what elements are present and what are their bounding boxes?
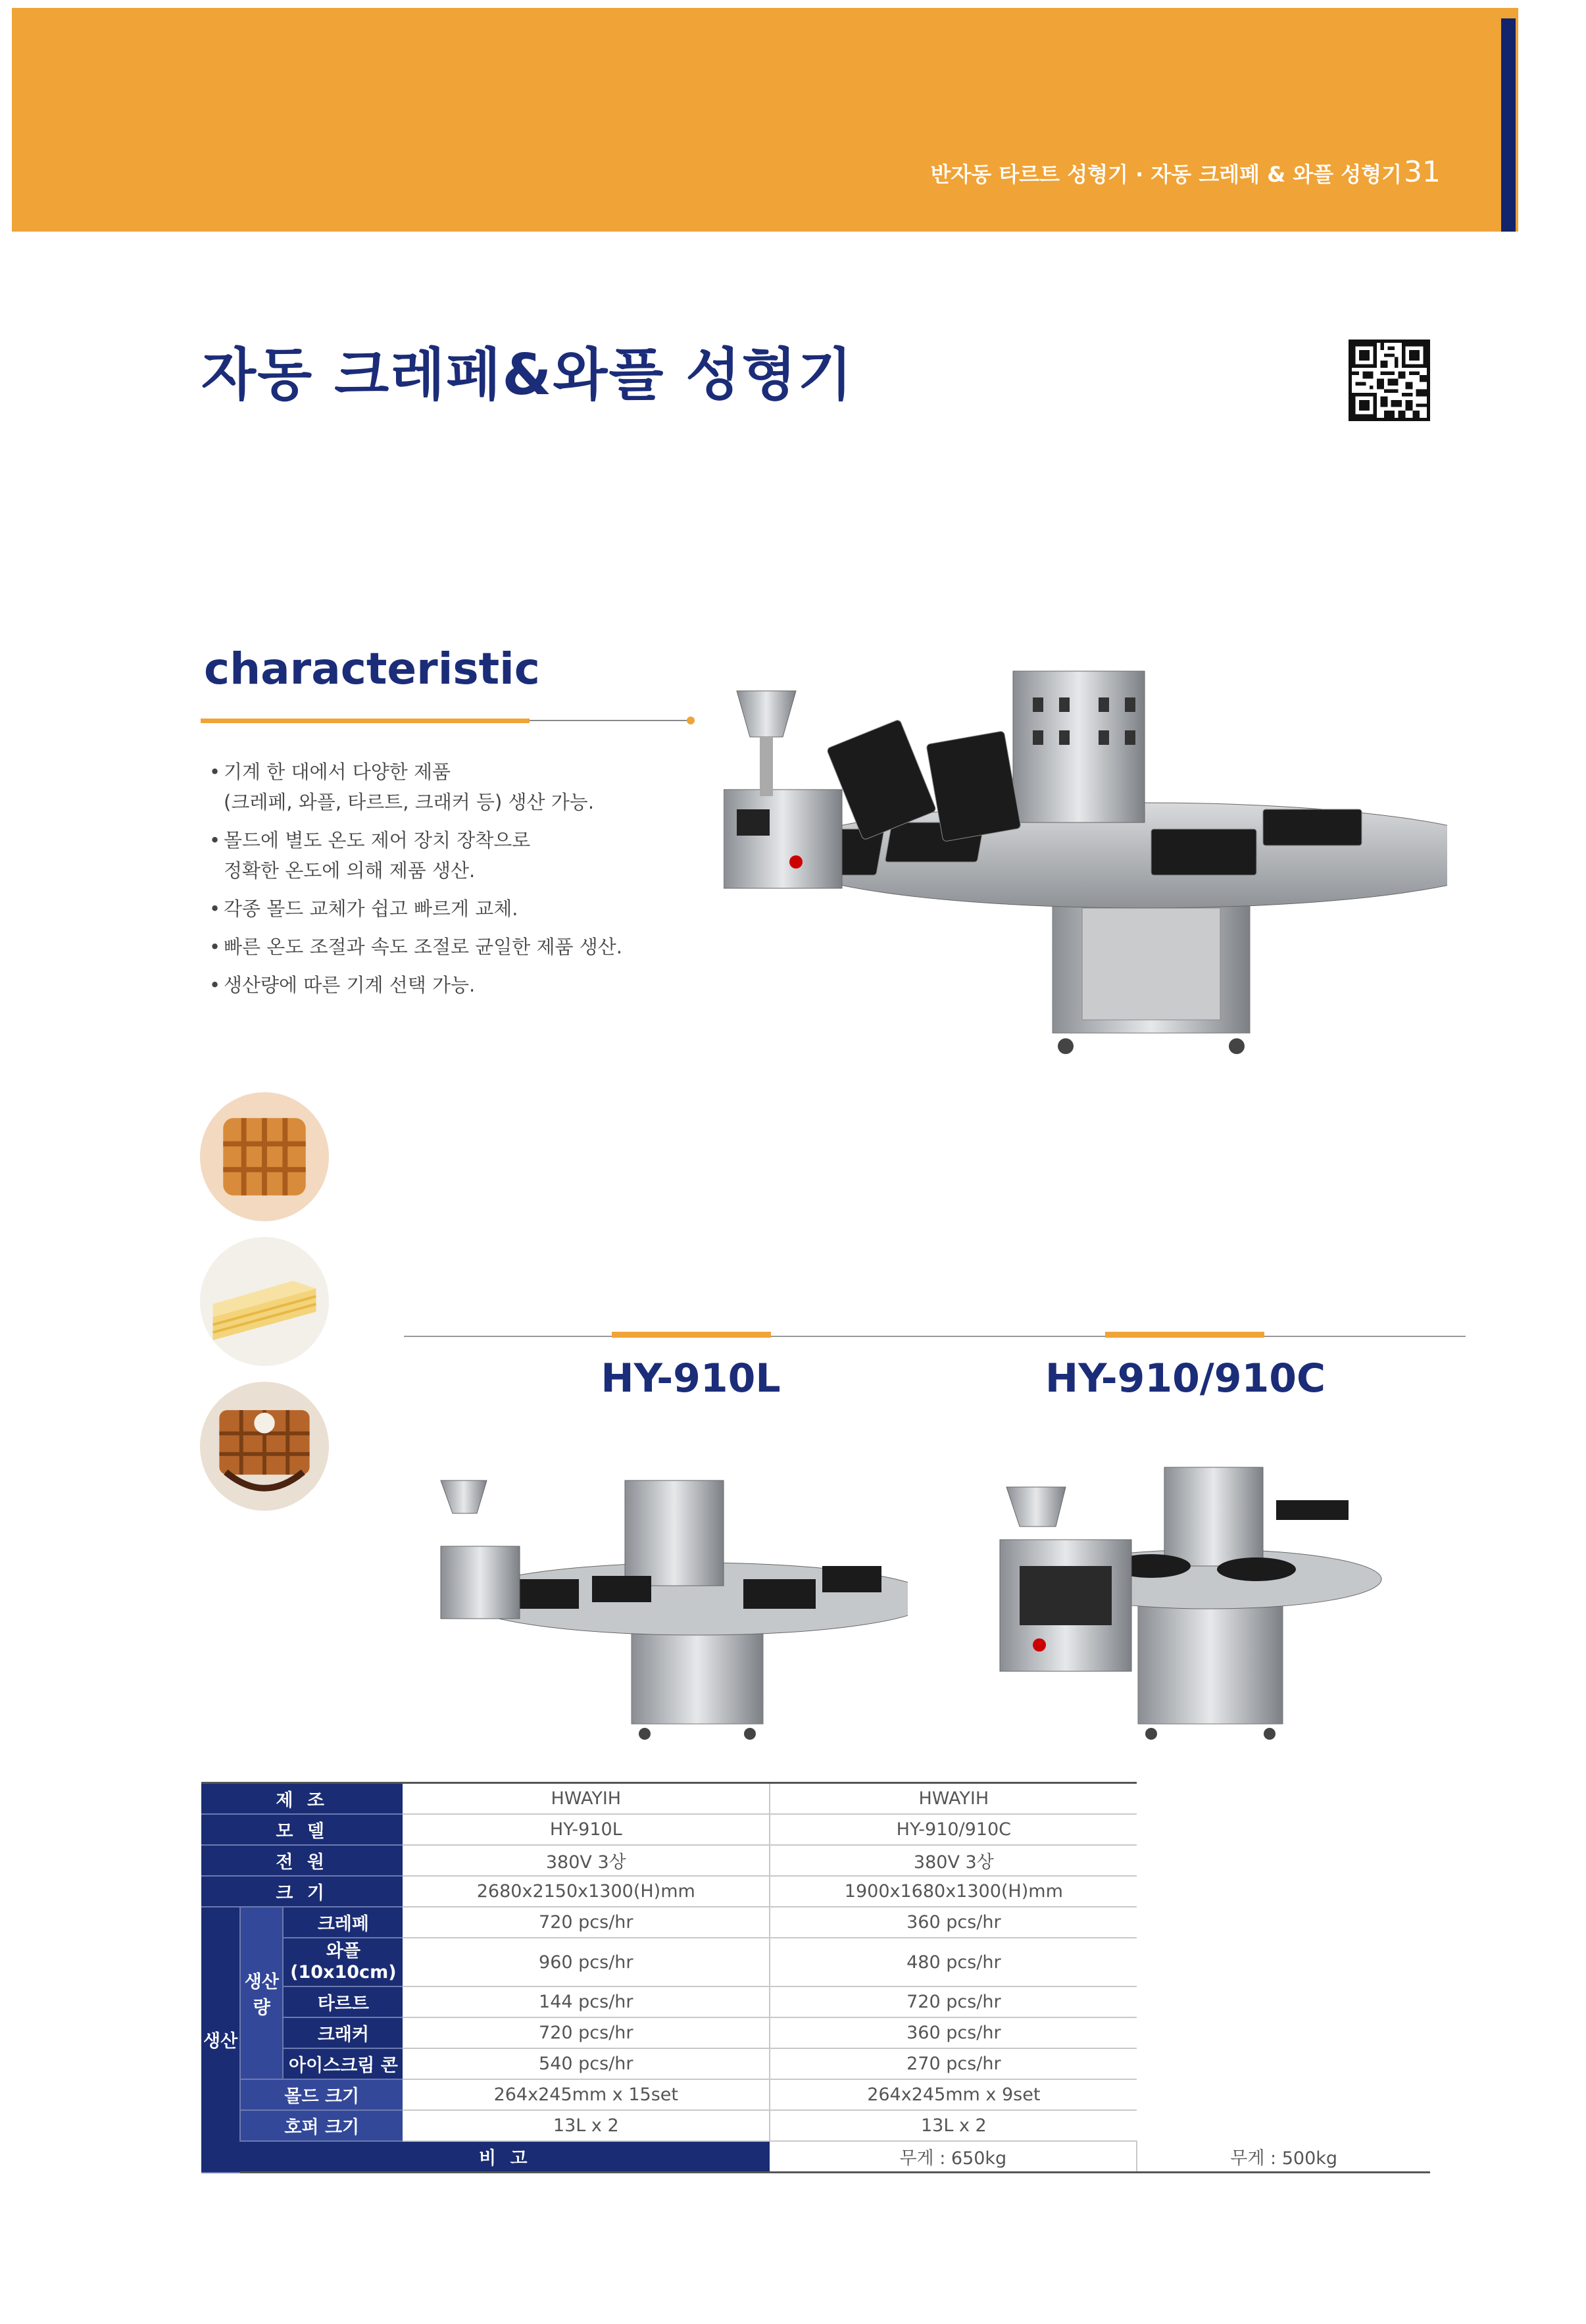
table-cell: 144 pcs/hr (403, 1986, 770, 2017)
table-cell: 480 pcs/hr (770, 1938, 1137, 1986)
row-label: 크래커 (283, 2017, 403, 2048)
row-label: 호퍼 크기 (240, 2110, 403, 2141)
model-name-2: HY-910/910C (1045, 1355, 1326, 1402)
table-cell: 264x245mm x 15set (403, 2079, 770, 2110)
table-cell: 1900x1680x1300(H)mm (770, 1876, 1137, 1907)
row-label: 크레페 (283, 1907, 403, 1938)
table-row (201, 2017, 1430, 2048)
table-cell: 13L x 2 (770, 2110, 1137, 2141)
row-label: 몰드 크기 (240, 2079, 403, 2110)
header-banner-edge (1501, 18, 1516, 232)
row-label: 모 델 (201, 1814, 403, 1845)
table-row (201, 1783, 1430, 1815)
spec-table (201, 1782, 1430, 2173)
feature-text: 몰드에 별도 온도 제어 장치 장착으로 정확한 온도에 의해 제품 생산. (224, 829, 531, 882)
feature-item (209, 894, 670, 924)
machine-photo-model-1 (434, 1467, 908, 1744)
table-cell: 380V 3상 (770, 1845, 1137, 1876)
waffle-dessert-photo (200, 1382, 329, 1511)
feature-item (209, 932, 670, 962)
feature-text: 생산량에 따른 기계 선택 가능. (224, 974, 476, 996)
table-cell: 360 pcs/hr (770, 2017, 1137, 2048)
table-row (201, 2110, 1430, 2141)
model-name-1: HY-910L (601, 1355, 781, 1402)
table-cell: 2680x2150x1300(H)mm (403, 1876, 770, 1907)
table-cell: 720 pcs/hr (403, 2017, 770, 2048)
table-cell: 380V 3상 (403, 1845, 770, 1876)
feature-item (209, 757, 670, 817)
table-row (201, 2048, 1430, 2079)
table-cell: 360 pcs/hr (770, 1907, 1137, 1938)
characteristic-heading: characteristic (204, 644, 540, 694)
waffle-photo (200, 1092, 329, 1221)
feature-text: 빠른 온도 조절과 속도 조절로 균일한 제품 생산. (224, 936, 623, 958)
row-label: 전 원 (201, 1845, 403, 1876)
table-cell: 264x245mm x 9set (770, 2079, 1137, 2110)
table-cell: HWAYIH (770, 1783, 1137, 1815)
table-cell: 720 pcs/hr (770, 1986, 1137, 2017)
heading-underline-accent (201, 719, 530, 723)
table-row (201, 1907, 1430, 1938)
row-label: 비 고 (240, 2141, 770, 2173)
page-title: 자동 크레페&와플 성형기 (201, 342, 854, 408)
row-label: 타르트 (283, 1986, 403, 2017)
section-title: 반자동 타르트 성형기 · 자동 크레페 & 와플 성형기 (930, 162, 1402, 187)
machine-photo-main (724, 658, 1447, 1066)
table-row (201, 1814, 1430, 1845)
row-group-label: 생산량 (240, 1907, 283, 2079)
header-banner (12, 8, 1518, 232)
table-cell: 540 pcs/hr (403, 2048, 770, 2079)
table-cell: 무게 : 500kg (1137, 2141, 1430, 2173)
heading-underline-dot (687, 717, 695, 724)
table-cell: 960 pcs/hr (403, 1938, 770, 1986)
table-row (201, 1876, 1430, 1907)
model-accent-left (612, 1332, 771, 1338)
table-row (201, 1938, 1430, 1986)
row-label: 와플 (10x10cm) (283, 1938, 403, 1986)
model-accent-right (1105, 1332, 1264, 1338)
table-row (201, 1845, 1430, 1876)
model-divider (404, 1336, 1466, 1337)
table-cell: HY-910/910C (770, 1814, 1137, 1845)
table-cell: 270 pcs/hr (770, 2048, 1137, 2079)
row-label: 크 기 (201, 1876, 403, 1907)
table-row (201, 2079, 1430, 2110)
table-cell: 720 pcs/hr (403, 1907, 770, 1938)
feature-list (209, 757, 670, 1008)
table-cell: 13L x 2 (403, 2110, 770, 2141)
feature-item (209, 970, 670, 1000)
table-cell: HWAYIH (403, 1783, 770, 1815)
table-cell: HY-910L (403, 1814, 770, 1845)
table-cell: 무게 : 650kg (770, 2141, 1137, 2173)
heading-underline-thin (530, 720, 691, 721)
crepe-cake-photo (200, 1237, 329, 1366)
table-row (201, 2141, 1430, 2173)
row-label: 제 조 (201, 1783, 403, 1815)
page-number: 31 (1404, 155, 1441, 189)
feature-text: 기계 한 대에서 다양한 제품 (크레페, 와플, 타르트, 크래커 등) 생산 가능. (224, 761, 595, 813)
feature-text: 각종 몰드 교체가 쉽고 빠르게 교체. (224, 897, 518, 920)
qr-code-icon[interactable] (1349, 340, 1430, 421)
row-group-label: 생산 (201, 1907, 240, 2173)
feature-item (209, 825, 670, 886)
machine-photo-model-2 (993, 1461, 1414, 1750)
table-row (201, 1986, 1430, 2017)
row-label: 아이스크림 콘 (283, 2048, 403, 2079)
